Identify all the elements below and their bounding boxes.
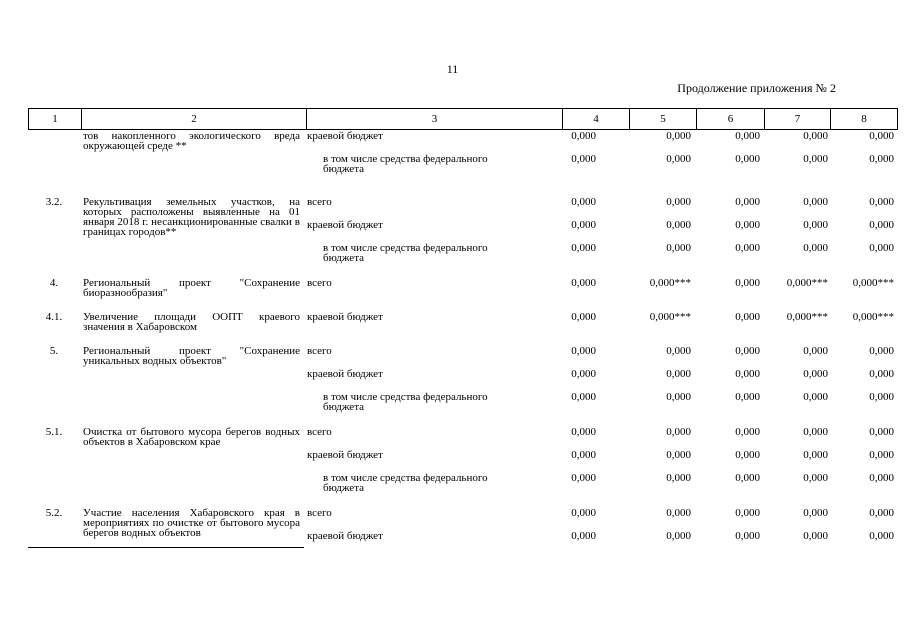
value-col-5: 0,000 [666,530,691,542]
value-col-7: 0,000 [803,368,828,380]
value-col-4: 0,000 [571,345,596,357]
row-number: 5.1. [45,426,63,438]
value-col-6: 0,000 [735,219,760,231]
funding-source: в том числе средства федерального бюджета [323,472,488,494]
header-col-1: 1 [29,109,82,130]
funding-source: всего [307,277,332,289]
value-col-7: 0,000 [803,219,828,231]
value-col-5: 0,000 [666,219,691,231]
value-col-6: 0,000 [735,507,760,519]
value-col-7: 0,000 [803,130,828,142]
funding-source: всего [307,507,332,519]
value-col-8: 0,000 [869,153,894,165]
value-col-7: 0,000 [803,196,828,208]
row-number: 4. [49,277,59,289]
value-col-5: 0,000 [666,196,691,208]
value-col-4: 0,000 [571,472,596,484]
row-name: Региональный проект "Сохранение биоразнообразия" [83,277,300,299]
funding-source: краевой бюджет [307,219,383,231]
value-col-6: 0,000 [735,153,760,165]
value-col-8: 0,000 [869,449,894,461]
value-col-5: 0,000 [666,472,691,484]
value-col-5: 0,000 [666,345,691,357]
header-col-4: 4 [563,109,630,130]
funding-source: краевой бюджет [307,130,383,142]
funding-source: в том числе средства федерального бюджета [323,391,488,413]
value-col-5: 0,000 [666,426,691,438]
value-col-6: 0,000 [735,368,760,380]
page-number: 11 [446,62,459,76]
value-col-4: 0,000 [571,391,596,403]
appendix-note: Продолжение приложения № 2 [677,81,836,95]
value-col-5: 0,000 [666,449,691,461]
value-col-8: 0,000 [869,219,894,231]
value-col-6: 0,000 [735,530,760,542]
funding-source: в том числе средства федерального бюджета [323,242,488,264]
row-name: Увеличение площади ООПТ краевого значения в Хабаровском [83,311,300,333]
funding-source: всего [307,426,332,438]
header-col-2: 2 [82,109,307,130]
value-col-8: 0,000 [869,196,894,208]
value-col-4: 0,000 [571,130,596,142]
value-col-4: 0,000 [571,219,596,231]
value-col-7: 0,000 [803,391,828,403]
funding-source: всего [307,345,332,357]
funding-source: всего [307,196,332,208]
header-col-8: 8 [831,109,898,130]
value-col-7: 0,000*** [786,311,828,323]
value-col-4: 0,000 [571,277,596,289]
header-col-7: 7 [765,109,831,130]
value-col-5: 0,000*** [649,311,691,323]
value-col-5: 0,000 [666,130,691,142]
value-col-6: 0,000 [735,311,760,323]
value-col-6: 0,000 [735,130,760,142]
table-header [28,108,898,130]
value-col-5: 0,000 [666,242,691,254]
value-col-8: 0,000 [869,345,894,357]
funding-source: краевой бюджет [307,368,383,380]
value-col-7: 0,000 [803,530,828,542]
funding-source: в том числе средства федерального бюджета [323,153,488,175]
value-col-7: 0,000 [803,153,828,165]
value-col-4: 0,000 [571,368,596,380]
funding-source: краевой бюджет [307,530,383,542]
row-name: тов накопленного экологического вреда окружающей среде ** [83,130,300,152]
value-col-4: 0,000 [571,530,596,542]
value-col-5: 0,000 [666,391,691,403]
value-col-4: 0,000 [571,507,596,519]
value-col-4: 0,000 [571,196,596,208]
value-col-4: 0,000 [571,153,596,165]
row-number: 3.2. [45,196,63,208]
value-col-6: 0,000 [735,345,760,357]
value-col-8: 0,000 [869,472,894,484]
value-col-8: 0,000 [869,242,894,254]
value-col-4: 0,000 [571,311,596,323]
value-col-6: 0,000 [735,242,760,254]
row-number: 5.2. [45,507,63,519]
row-name: Участие населения Хабаровского края в мероприятиях по очистке от бытового мусора берегов водных объектов [83,507,300,539]
value-col-8: 0,000 [869,507,894,519]
value-col-8: 0,000 [869,130,894,142]
value-col-6: 0,000 [735,426,760,438]
row-number: 5. [49,345,59,357]
funding-source: краевой бюджет [307,449,383,461]
value-col-5: 0,000*** [649,277,691,289]
value-col-4: 0,000 [571,449,596,461]
value-col-5: 0,000 [666,507,691,519]
bottom-rule [28,547,304,548]
value-col-7: 0,000 [803,242,828,254]
value-col-8: 0,000 [869,426,894,438]
value-col-7: 0,000*** [786,277,828,289]
header-col-6: 6 [697,109,765,130]
value-col-7: 0,000 [803,507,828,519]
row-name: Региональный проект "Сохранение уникальных водных объектов" [83,345,300,367]
value-col-6: 0,000 [735,391,760,403]
value-col-6: 0,000 [735,472,760,484]
value-col-8: 0,000 [869,530,894,542]
value-col-8: 0,000*** [852,277,894,289]
value-col-5: 0,000 [666,153,691,165]
value-col-8: 0,000 [869,368,894,380]
value-col-6: 0,000 [735,449,760,461]
value-col-4: 0,000 [571,426,596,438]
value-col-7: 0,000 [803,449,828,461]
header-col-3: 3 [307,109,563,130]
value-col-6: 0,000 [735,277,760,289]
value-col-5: 0,000 [666,368,691,380]
value-col-8: 0,000 [869,391,894,403]
row-name: Рекультивация земельных участков, на которых расположены выявленные на 01 января 2018 г. несанкционированные свалки в границах городов** [83,196,300,238]
value-col-6: 0,000 [735,196,760,208]
value-col-7: 0,000 [803,426,828,438]
value-col-4: 0,000 [571,242,596,254]
row-number: 4.1. [45,311,63,323]
header-col-5: 5 [630,109,697,130]
funding-source: краевой бюджет [307,311,383,323]
value-col-7: 0,000 [803,345,828,357]
value-col-7: 0,000 [803,472,828,484]
value-col-8: 0,000*** [852,311,894,323]
row-name: Очистка от бытового мусора берегов водных объектов в Хабаровском крае [83,426,300,448]
